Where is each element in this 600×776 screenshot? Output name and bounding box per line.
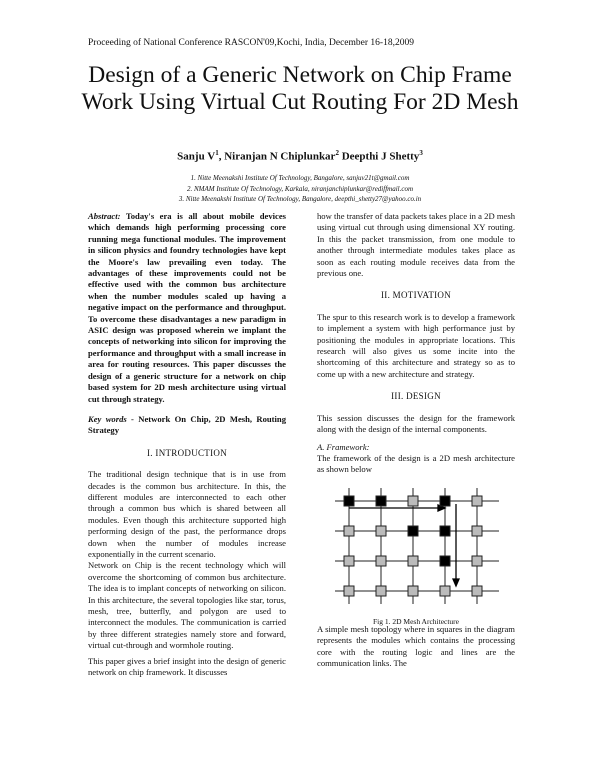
- author-3: Deepthi J Shetty: [338, 150, 420, 163]
- mesh-node: [472, 496, 482, 506]
- abstract-label: Abstract:: [88, 211, 121, 221]
- intro-paragraph-3-continued: how the transfer of data packets takes place in a 2D mesh using virtual cut through using dimensional XY routing. In this the packet transmission, from one module to another through intermediate modules takes place as soon as each routing module receives data from the previous one.: [317, 211, 515, 279]
- mesh-node: [376, 526, 386, 536]
- left-column: [88, 211, 286, 678]
- mesh-node: [472, 526, 482, 536]
- motivation-paragraph: The spur to this research work is to develop a framework to implement a system with high performance just by positioning the modules in appropriate locations. This research will also gives us some incite into the shortcoming of this architecture and strategy so as to come up with a new architecture and strategy.: [317, 311, 515, 379]
- design-heading: III. DESIGN: [391, 391, 441, 402]
- mesh-node: [408, 496, 418, 506]
- affiliation-2: 2. NMAM Institute Of Technology, Karkala, niranjanchiplunkar@rediffmail.com: [186, 184, 414, 193]
- author-1: Sanju V: [177, 150, 216, 163]
- motivation-heading: II. MOTIVATION: [380, 290, 452, 301]
- intro-paragraph-2: Network on Chip is the recent technology which will overcome the shortcoming of common bus architecture. The idea is to implant concepts of networking on silicon. In this architecture, the several topologies like star, torus, mesh, tree, butterfly, and polygon are used to interconnect the modules. The communication is carried by three different strategies namely store and forward, virtual cut-through and wormhole routing.: [88, 560, 286, 651]
- intro-paragraph-1: The traditional design technique that is in use from decades is the common bus architecture. In this, the different modules are interconnected to each other through a common bus which is shared between all modules. Even though this architecture supported high performing design of the past, the performance drops down when the number of modules increase exponentially in the current scenario.: [88, 469, 286, 559]
- mesh-node: [472, 556, 482, 566]
- mesh-node: [440, 496, 450, 506]
- author-3-mark: 3: [419, 149, 423, 157]
- framework-paragraph: The framework of the design is a 2D mesh architecture as shown below: [317, 452, 515, 475]
- mesh-node: [472, 586, 482, 596]
- keywords: [88, 414, 286, 437]
- design-paragraph: This session discusses the design for the framework along with the design of the internal components.: [317, 412, 515, 435]
- mesh-node: [344, 526, 354, 536]
- abstract-text: Today's era is all about mobile devices which demands high performing processing core running mega functional modules. The improvement in silicon physics and foundry technologies have kept the Moore's law prevailing even today. The advantages of these improvements could not be effective used with the common bus architecture when the number modules scaled up having a negative impact on the performance and throughput. To overcome these disadvantages a new paradigm in ASIC design was proposed wherein we implant the concepts of networking into silicon for improving the performance and throughput with a small increase in area for routing resources. This paper discusses the design of a generic structure for a network on chip based system for 2D mesh architecture using virtual cut through strategy.: [88, 211, 286, 404]
- mesh-node: [408, 526, 418, 536]
- mesh-node: [440, 586, 450, 596]
- author-2: , Niranjan N Chiplunkar: [218, 150, 336, 163]
- mesh-diagram: [317, 482, 515, 614]
- abstract: [88, 211, 286, 405]
- affiliation-3: 3. Nitte Meenakshi Institute Of Technology, Bangalore, deepthi_shetty27@yahoo.co.in: [178, 195, 422, 203]
- mesh-node: [376, 556, 386, 566]
- framework-heading: A. Framework:: [317, 441, 370, 452]
- mesh-node: [440, 526, 450, 536]
- route-arrow-y: [453, 579, 459, 586]
- affiliations: [60, 173, 540, 205]
- after-figure-paragraph: A simple mesh topology where in squares in the diagram represents the modules which contains the processing core with the routing logic and lines are the communication links. The: [317, 623, 515, 668]
- mesh-node: [376, 496, 386, 506]
- mesh-node: [344, 556, 354, 566]
- mesh-node: [344, 496, 354, 506]
- mesh-node: [376, 586, 386, 596]
- author-1-mark: 1: [215, 149, 219, 157]
- keywords-label: Key words: [88, 413, 127, 424]
- mesh-node: [408, 586, 418, 596]
- mesh-node: [408, 556, 418, 566]
- author-line: [60, 149, 540, 163]
- mesh-node: [440, 556, 450, 566]
- figure-caption: Fig 1. 2D Mesh Architecture: [372, 616, 460, 626]
- author-2-mark: 2: [335, 149, 339, 157]
- right-column: [317, 211, 515, 669]
- affiliation-1: 1. Nitte Meenakshi Institute Of Technology, Bangalore, sanjuv21t@gmail.com: [190, 174, 410, 182]
- intro-heading: I. INTRODUCTION: [147, 447, 227, 458]
- keywords-text: - Network On Chip, 2D Mesh, Routing Strategy: [88, 413, 286, 436]
- mesh-figure: [317, 482, 515, 624]
- intro-paragraph-3: This paper gives a brief insight into the design of generic network on chip framework. It discusses: [88, 655, 286, 678]
- mesh-node: [344, 586, 354, 596]
- paper-title: Design of a Generic Network on Chip Frame Work Using Virtual Cut Routing For 2D Mesh: [81, 62, 519, 115]
- running-header: Proceeding of National Conference RASCON'09,Kochi, India, December 16-18,2009: [88, 38, 414, 48]
